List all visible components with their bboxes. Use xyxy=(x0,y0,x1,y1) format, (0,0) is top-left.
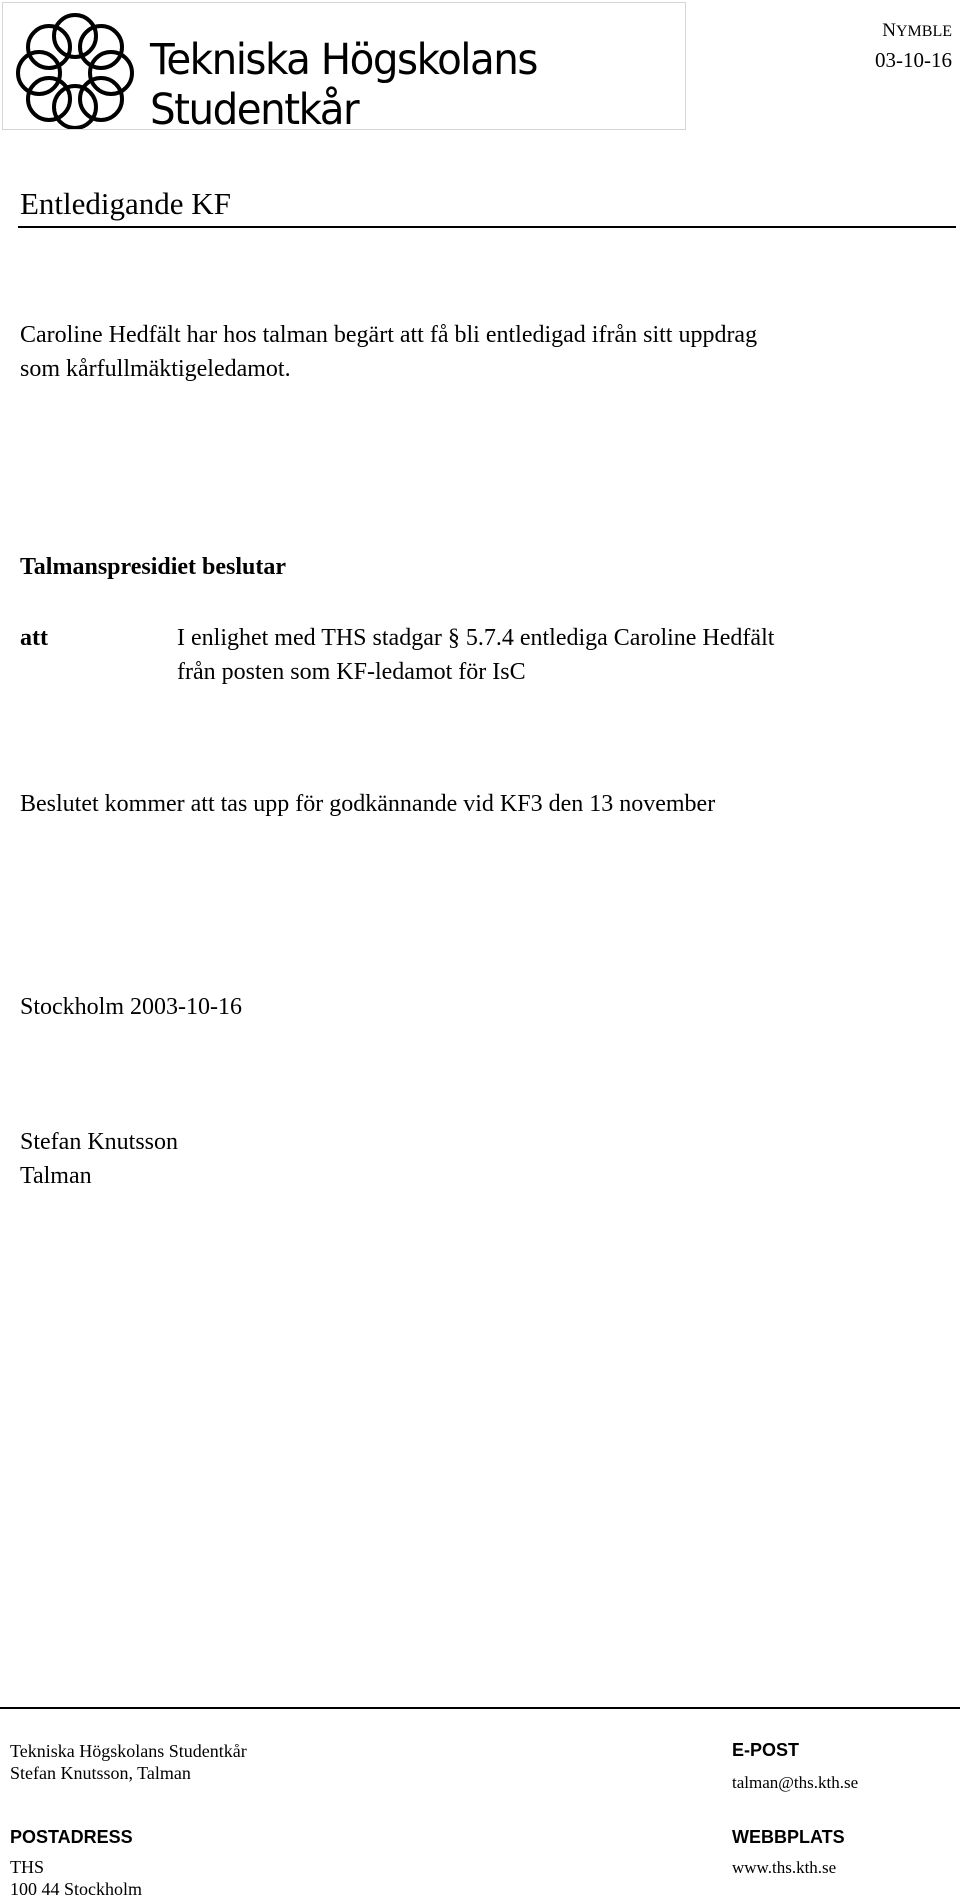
footer-web-heading: WEBBPLATS xyxy=(732,1827,845,1847)
footer-org: Tekniska Högskolans Studentkår xyxy=(10,1741,247,1761)
document-code xyxy=(882,20,952,42)
intro-line-1: Caroline Hedfält har hos talman begärt att få bli entledigad ifrån sitt uppdrag xyxy=(20,322,758,348)
approval-note: Beslutet kommer att tas upp för godkännande vid KF3 den 13 november xyxy=(20,791,716,817)
org-logo xyxy=(2,2,686,135)
footer-postal-line-1: THS xyxy=(10,1857,45,1877)
footer-postal-line-2: 100 44 Stockholm xyxy=(10,1879,143,1899)
footer-email-heading: E-POST xyxy=(732,1740,800,1760)
rings-emblem-icon xyxy=(11,11,139,129)
page-title: Entledigande KF xyxy=(20,186,231,221)
title-divider xyxy=(18,226,956,228)
att-label: att xyxy=(20,625,48,651)
document-code-initial: N xyxy=(882,20,896,41)
decision-text-line-2: från posten som KF-ledamot för IsC xyxy=(177,659,526,685)
footer-postal-heading: POSTADRESS xyxy=(10,1827,133,1847)
footer-person: Stefan Knutsson, Talman xyxy=(10,1763,191,1783)
decision-text-line-1: I enlighet med THS stadgar § 5.7.4 entlediga Caroline Hedfält xyxy=(177,625,775,651)
document-code-rest: YMBLE xyxy=(896,23,952,40)
footer-web-link[interactable]: www.ths.kth.se xyxy=(732,1858,837,1877)
document-date: 03-10-16 xyxy=(875,48,952,72)
decision-heading: Talmanspresidiet beslutar xyxy=(20,554,287,580)
place-and-date: Stockholm 2003-10-16 xyxy=(20,994,242,1020)
footer-email-link[interactable]: talman@ths.kth.se xyxy=(732,1773,859,1792)
intro-line-2: som kårfullmäktigeledamot. xyxy=(20,356,291,382)
footer-divider xyxy=(0,1707,960,1709)
signature-role: Talman xyxy=(20,1163,92,1189)
org-name-wordmark: Tekniska Högskolans Studentkår xyxy=(150,35,537,135)
signature-name: Stefan Knutsson xyxy=(20,1129,178,1155)
